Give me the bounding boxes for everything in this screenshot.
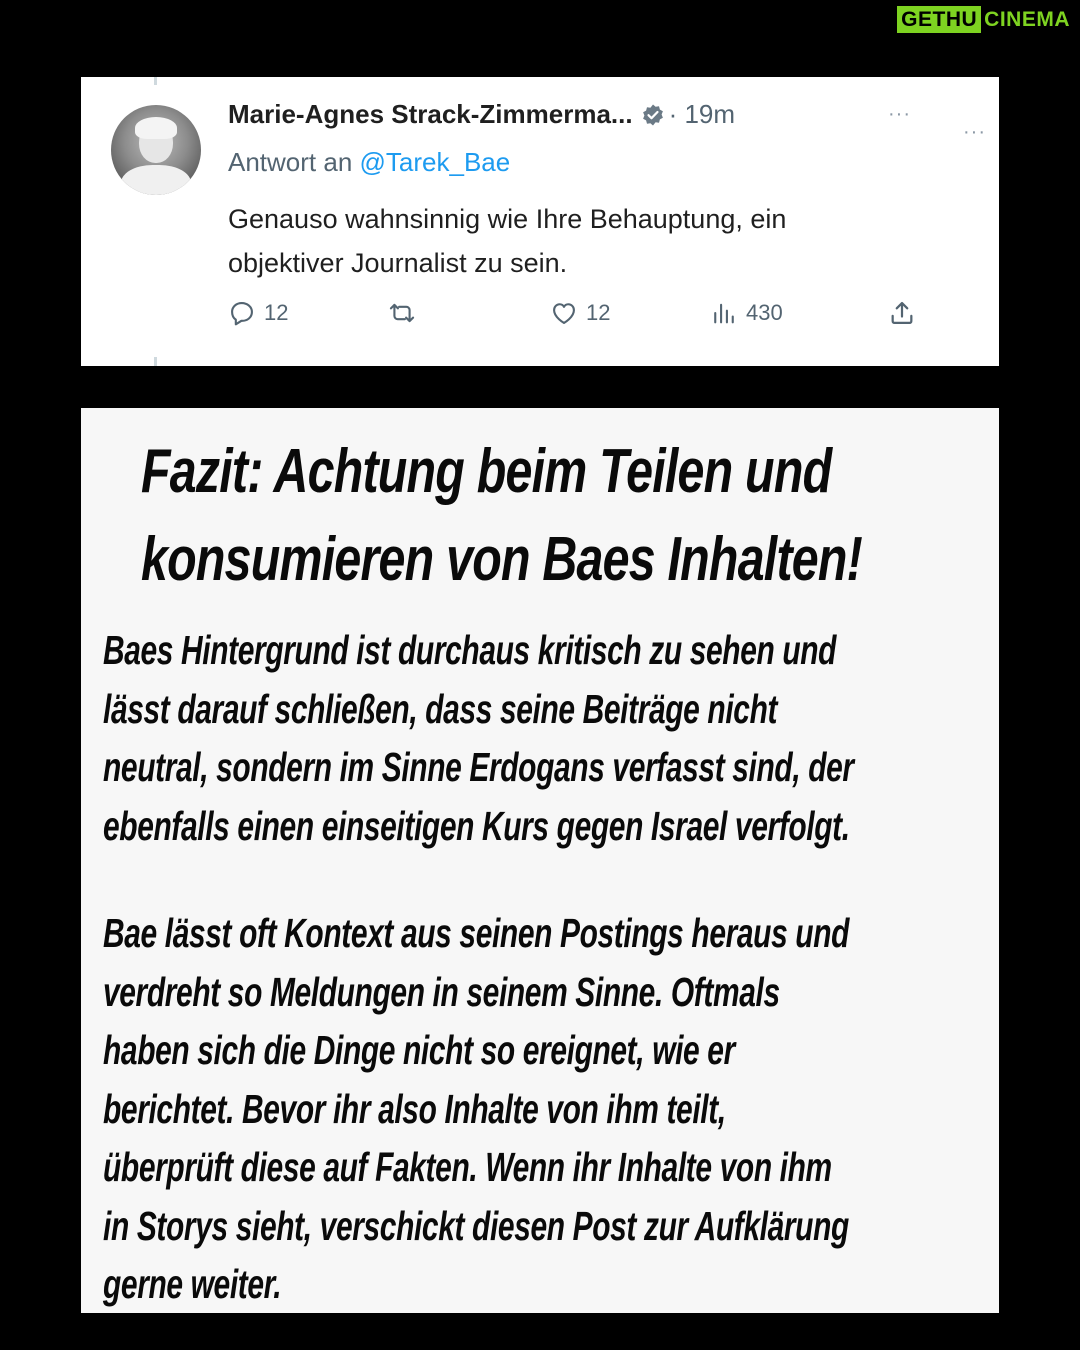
paragraph-line: Baes Hintergrund ist durchaus kritisch zu sehen und bbox=[103, 627, 837, 673]
views-button[interactable] bbox=[710, 299, 783, 327]
retweet-button[interactable] bbox=[388, 299, 424, 327]
views-count: 430 bbox=[746, 300, 783, 325]
reply-count: 12 bbox=[264, 300, 289, 325]
like-button[interactable] bbox=[550, 299, 610, 327]
retweet-icon bbox=[388, 299, 416, 327]
paragraph-line: ebenfalls einen einseitigen Kurs gegen Israel verfolgt. bbox=[103, 802, 850, 849]
verified-badge-icon bbox=[641, 103, 665, 127]
reply-icon bbox=[228, 299, 256, 327]
thread-line-top bbox=[154, 77, 157, 85]
paragraph-line: berichtet. Bevor ihr also Inhalte von ihm teilt, bbox=[103, 1085, 726, 1132]
tweet-card bbox=[81, 77, 999, 366]
paragraph-line: Bae lässt oft Kontext aus seinen Postings heraus und bbox=[103, 910, 850, 956]
tweet-header bbox=[228, 99, 735, 130]
tweet-text bbox=[228, 197, 948, 285]
thread-line-bottom bbox=[154, 357, 157, 366]
paragraph-line: verdreht so Meldungen in seinem Sinne. Oftmals bbox=[103, 968, 780, 1015]
author-name[interactable]: Marie-Agnes Strack-Zimmerma... bbox=[228, 99, 633, 129]
logo-text-part2: CINEMA bbox=[984, 8, 1070, 31]
tweet-text-line: Genauso wahnsinnig wie Ihre Behauptung, ein bbox=[228, 204, 787, 234]
headline-line: Fazit: Achtung beim Teilen und bbox=[141, 437, 832, 506]
tweet-time[interactable]: · 19m bbox=[668, 99, 736, 129]
paragraph-line: in Storys sieht, verschickt diesen Post zur Aufklärung bbox=[103, 1202, 849, 1249]
conclusion-panel bbox=[81, 408, 999, 1313]
paragraph-advice bbox=[103, 904, 979, 1313]
views-icon bbox=[710, 299, 738, 327]
like-count: 12 bbox=[586, 300, 611, 325]
paragraph-line: lässt darauf schließen, dass seine Beiträge nicht bbox=[103, 685, 778, 732]
paragraph-line: gerne weiter. bbox=[103, 1261, 282, 1307]
reply-handle-link[interactable]: @Tarek_Bae bbox=[359, 147, 511, 177]
share-button[interactable] bbox=[888, 299, 924, 327]
reply-to-line bbox=[228, 147, 510, 178]
avatar[interactable] bbox=[111, 105, 201, 195]
more-options-outer-icon[interactable]: ··· bbox=[963, 121, 986, 143]
share-icon bbox=[888, 299, 916, 327]
paragraph-background bbox=[103, 621, 979, 855]
gethu-cinema-logo bbox=[897, 6, 1072, 33]
tweet-text-line: objektiver Journalist zu sein. bbox=[228, 248, 568, 278]
tweet-actions bbox=[228, 299, 928, 339]
logo-text-part1: GETHU bbox=[897, 6, 981, 33]
paragraph-line: überprüft diese auf Fakten. Wenn ihr Inhalte von ihm bbox=[103, 1144, 832, 1190]
paragraph-line: neutral, sondern im Sinne Erdogans verfasst sind, der bbox=[103, 744, 854, 790]
reply-prefix: Antwort an bbox=[228, 147, 360, 177]
paragraph-line: haben sich die Dinge nicht so ereignet, wie er bbox=[103, 1027, 735, 1073]
panel-headline bbox=[141, 428, 983, 604]
headline-line: konsumieren von Baes Inhalten! bbox=[141, 525, 862, 594]
more-options-icon[interactable]: ··· bbox=[888, 103, 911, 125]
like-icon bbox=[550, 299, 578, 327]
reply-button[interactable] bbox=[228, 299, 288, 327]
